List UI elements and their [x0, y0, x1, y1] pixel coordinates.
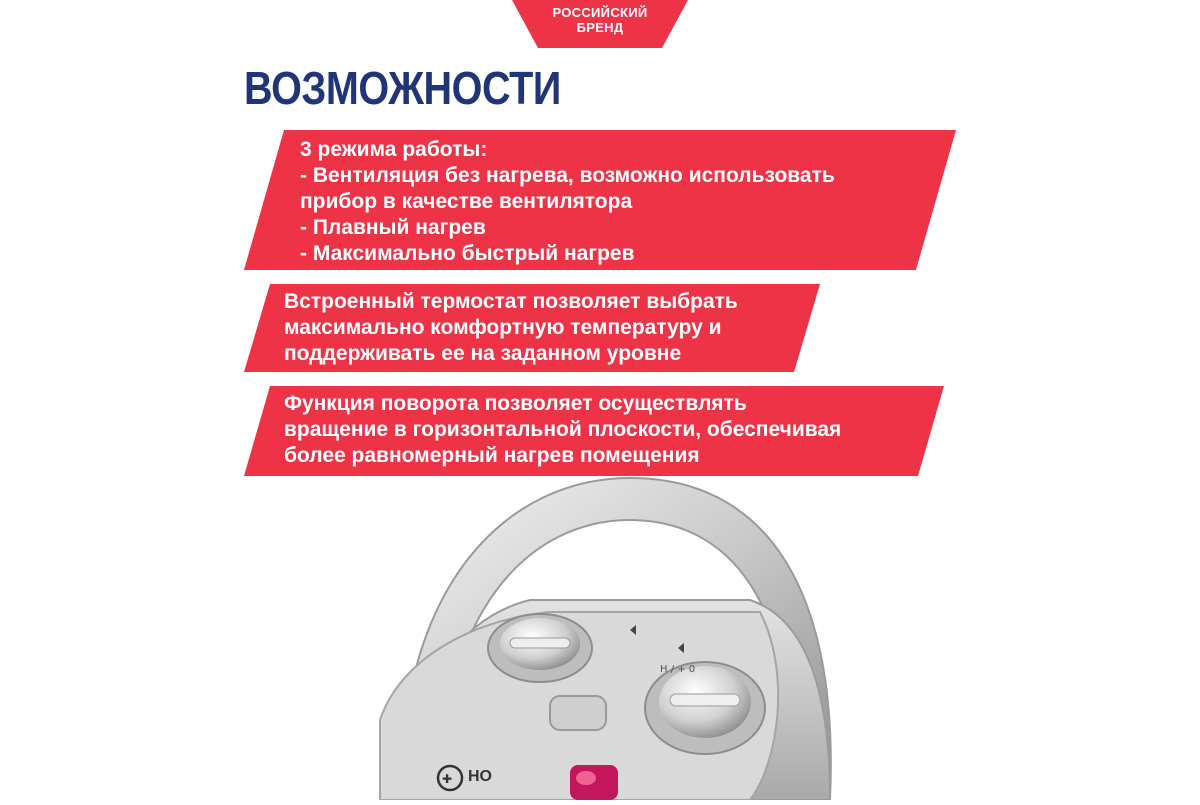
page-title: ВОЗМОЖНОСТИ [244, 62, 561, 114]
svg-text:H / + 0: H / + 0 [660, 664, 696, 675]
brand-badge [512, 0, 688, 48]
feature-line: поддерживать ее на заданном уровне [284, 342, 682, 365]
product-logo-fragment: HO [468, 768, 492, 785]
feature-text [284, 391, 841, 469]
feature-banner-modes [244, 130, 956, 270]
brand-badge-line1: РОССИЙСКИЙ [552, 5, 648, 20]
feature-text [300, 137, 835, 267]
svg-text:✚: ✚ [442, 772, 453, 786]
fan-heater-illustration [360, 470, 880, 800]
feature-text [284, 289, 738, 367]
feature-line: 3 режима работы: [300, 138, 488, 161]
feature-line: - Плавный нагрев [300, 216, 486, 239]
feature-line: более равномерный нагрев помещения [284, 444, 700, 467]
feature-line: максимально комфортную температуру и [284, 316, 722, 339]
fan-heater-icon [360, 470, 880, 800]
feature-banner-rotation [244, 386, 944, 476]
feature-line: прибор в качестве вентилятора [300, 190, 633, 213]
feature-line: - Вентиляция без нагрева, возможно использовать [300, 164, 835, 187]
brand-badge-line2: БРЕНД [576, 20, 624, 35]
feature-line: Встроенный термостат позволяет выбрать [284, 290, 738, 313]
feature-line: - Максимально быстрый нагрев [300, 242, 635, 265]
feature-banner-thermostat [244, 284, 820, 372]
feature-line: Функция поворота позволяет осуществлять [284, 392, 747, 415]
brand-badge-text [512, 5, 688, 35]
feature-line: вращение в горизонтальной плоскости, обеспечивая [284, 418, 842, 441]
